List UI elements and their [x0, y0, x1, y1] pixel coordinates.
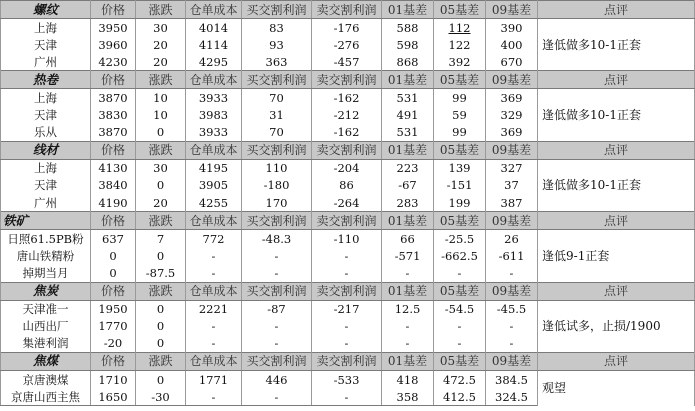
- column-header: 01基差: [382, 141, 434, 159]
- column-header: 买交割利润: [242, 352, 312, 370]
- column-header: 点评: [538, 141, 695, 159]
- price-cell: 4190: [91, 194, 136, 212]
- basis-09-cell: -611: [486, 247, 538, 264]
- column-header: 涨跌: [136, 141, 186, 159]
- section-header-rebar: [1, 1, 695, 19]
- sell-delivery-profit-cell: -217: [312, 300, 382, 318]
- column-header: 09基差: [486, 1, 538, 19]
- sell-delivery-profit-cell: -110: [312, 230, 382, 248]
- table-row: [1, 19, 695, 37]
- column-header: 卖交割利润: [312, 352, 382, 370]
- column-header: 仓单成本: [186, 71, 242, 89]
- basis-01-cell: 531: [382, 124, 434, 142]
- basis-01-cell: -67: [382, 177, 434, 194]
- basis-05-cell: -: [434, 318, 486, 335]
- buy-delivery-profit-cell: -: [242, 264, 312, 282]
- basis-05-cell: -: [434, 335, 486, 353]
- price-cell: 0: [91, 247, 136, 264]
- basis-09-cell: -45.5: [486, 300, 538, 318]
- column-header: 仓单成本: [186, 141, 242, 159]
- sell-delivery-profit-cell: -: [312, 247, 382, 264]
- comment-cell: 观望: [538, 370, 695, 405]
- buy-delivery-profit-cell: -: [242, 335, 312, 353]
- column-header: 价格: [91, 282, 136, 300]
- basis-09-cell: -: [486, 318, 538, 335]
- category-label: 焦炭: [1, 282, 91, 300]
- location-cell: 广州: [1, 53, 91, 71]
- change-cell: 0: [136, 335, 186, 353]
- warrant-cost-cell: 2221: [186, 300, 242, 318]
- basis-01-cell: 588: [382, 19, 434, 37]
- warrant-cost-cell: 4195: [186, 159, 242, 177]
- warrant-cost-cell: 4295: [186, 53, 242, 71]
- basis-01-cell: 66: [382, 230, 434, 248]
- change-cell: 10: [136, 89, 186, 107]
- column-header: 05基差: [434, 212, 486, 230]
- column-header: 仓单成本: [186, 212, 242, 230]
- sell-delivery-profit-cell: -457: [312, 53, 382, 71]
- column-header: 05基差: [434, 141, 486, 159]
- column-header: 价格: [91, 141, 136, 159]
- basis-09-cell: -: [486, 335, 538, 353]
- column-header: 价格: [91, 352, 136, 370]
- column-header: 价格: [91, 1, 136, 19]
- basis-09-cell: 329: [486, 107, 538, 124]
- comment-cell: 逢低做多10-1正套: [538, 159, 695, 211]
- price-cell: 1710: [91, 370, 136, 388]
- change-cell: 0: [136, 300, 186, 318]
- price-cell: 637: [91, 230, 136, 248]
- price-cell: 3840: [91, 177, 136, 194]
- warrant-cost-cell: 772: [186, 230, 242, 248]
- basis-01-cell: 868: [382, 53, 434, 71]
- column-header: 点评: [538, 1, 695, 19]
- column-header: 01基差: [382, 282, 434, 300]
- basis-09-cell: 390: [486, 19, 538, 37]
- buy-delivery-profit-cell: -180: [242, 177, 312, 194]
- buy-delivery-profit-cell: 446: [242, 370, 312, 388]
- change-cell: 0: [136, 370, 186, 388]
- change-cell: 0: [136, 124, 186, 142]
- warrant-cost-cell: 3905: [186, 177, 242, 194]
- change-cell: 20: [136, 53, 186, 71]
- column-header: 卖交割利润: [312, 1, 382, 19]
- column-header: 涨跌: [136, 212, 186, 230]
- basis-09-cell: 384.5: [486, 370, 538, 388]
- price-cell: 3950: [91, 19, 136, 37]
- change-cell: -30: [136, 388, 186, 406]
- category-label: 线材: [1, 141, 91, 159]
- sell-delivery-profit-cell: -162: [312, 89, 382, 107]
- column-header: 买交割利润: [242, 282, 312, 300]
- basis-01-cell: 491: [382, 107, 434, 124]
- price-cell: 3830: [91, 107, 136, 124]
- location-cell: 上海: [1, 159, 91, 177]
- warrant-cost-cell: 1771: [186, 370, 242, 388]
- section-header-hot-coil: [1, 71, 695, 89]
- table-row: [1, 230, 695, 248]
- column-header: 价格: [91, 71, 136, 89]
- warrant-cost-cell: -: [186, 247, 242, 264]
- warrant-cost-cell: 4114: [186, 36, 242, 53]
- table-row: [1, 89, 695, 107]
- basis-05-cell: -54.5: [434, 300, 486, 318]
- column-header: 09基差: [486, 282, 538, 300]
- column-header: 09基差: [486, 212, 538, 230]
- basis-05-cell: -151: [434, 177, 486, 194]
- column-header: 05基差: [434, 352, 486, 370]
- price-cell: 3870: [91, 89, 136, 107]
- change-cell: 30: [136, 19, 186, 37]
- location-cell: 山西出厂: [1, 318, 91, 335]
- sell-delivery-profit-cell: -: [312, 335, 382, 353]
- basis-05-cell: 412.5: [434, 388, 486, 406]
- basis-01-cell: 531: [382, 89, 434, 107]
- column-header: 09基差: [486, 352, 538, 370]
- basis-05-cell: 122: [434, 36, 486, 53]
- category-label: 热卷: [1, 71, 91, 89]
- sell-delivery-profit-cell: 86: [312, 177, 382, 194]
- sell-delivery-profit-cell: -204: [312, 159, 382, 177]
- price-cell: 1770: [91, 318, 136, 335]
- sell-delivery-profit-cell: -533: [312, 370, 382, 388]
- buy-delivery-profit-cell: -48.3: [242, 230, 312, 248]
- price-cell: 4230: [91, 53, 136, 71]
- buy-delivery-profit-cell: -87: [242, 300, 312, 318]
- buy-delivery-profit-cell: 83: [242, 19, 312, 37]
- column-header: 仓单成本: [186, 1, 242, 19]
- table-row: [1, 300, 695, 318]
- warrant-cost-cell: -: [186, 264, 242, 282]
- change-cell: 0: [136, 318, 186, 335]
- warrant-cost-cell: 3933: [186, 89, 242, 107]
- location-cell: 天津准一: [1, 300, 91, 318]
- basis-05-cell: 392: [434, 53, 486, 71]
- sell-delivery-profit-cell: -276: [312, 36, 382, 53]
- section-header-iron-ore: [1, 212, 695, 230]
- price-cell: -20: [91, 335, 136, 353]
- location-cell: 乐从: [1, 124, 91, 142]
- location-cell: 掉期当月: [1, 264, 91, 282]
- warrant-cost-cell: -: [186, 318, 242, 335]
- buy-delivery-profit-cell: 363: [242, 53, 312, 71]
- basis-01-cell: 223: [382, 159, 434, 177]
- column-header: 涨跌: [136, 352, 186, 370]
- comment-cell: 逢低做多10-1正套: [538, 89, 695, 141]
- column-header: 买交割利润: [242, 71, 312, 89]
- category-label: 焦煤: [1, 352, 91, 370]
- column-header: 点评: [538, 71, 695, 89]
- basis-05-cell: 139: [434, 159, 486, 177]
- category-label: 螺纹: [1, 1, 91, 19]
- warrant-cost-cell: 3983: [186, 107, 242, 124]
- column-header: 01基差: [382, 352, 434, 370]
- column-header: 点评: [538, 212, 695, 230]
- column-header: 涨跌: [136, 71, 186, 89]
- sell-delivery-profit-cell: -: [312, 388, 382, 406]
- price-cell: 1950: [91, 300, 136, 318]
- warrant-cost-cell: 4255: [186, 194, 242, 212]
- price-cell: 1650: [91, 388, 136, 406]
- price-cell: 4130: [91, 159, 136, 177]
- sell-delivery-profit-cell: -212: [312, 107, 382, 124]
- basis-05-cell: 99: [434, 124, 486, 142]
- column-header: 01基差: [382, 1, 434, 19]
- location-cell: 京唐山西主焦: [1, 388, 91, 406]
- warrant-cost-cell: -: [186, 388, 242, 406]
- column-header: 卖交割利润: [312, 71, 382, 89]
- sell-delivery-profit-cell: -: [312, 318, 382, 335]
- basis-09-cell: 324.5: [486, 388, 538, 406]
- column-header: 05基差: [434, 282, 486, 300]
- column-header: 卖交割利润: [312, 282, 382, 300]
- basis-09-cell: 670: [486, 53, 538, 71]
- change-cell: 20: [136, 194, 186, 212]
- basis-01-cell: 358: [382, 388, 434, 406]
- location-cell: 唐山铁精粉: [1, 247, 91, 264]
- column-header: 05基差: [434, 1, 486, 19]
- basis-01-cell: 283: [382, 194, 434, 212]
- table-row: [1, 159, 695, 177]
- warrant-cost-cell: 4014: [186, 19, 242, 37]
- column-header: 点评: [538, 352, 695, 370]
- basis-05-cell: 99: [434, 89, 486, 107]
- category-label: 铁矿: [1, 212, 91, 230]
- price-cell: 3870: [91, 124, 136, 142]
- basis-05-cell: -25.5: [434, 230, 486, 248]
- buy-delivery-profit-cell: 93: [242, 36, 312, 53]
- basis-01-cell: 12.5: [382, 300, 434, 318]
- comment-cell: 逢低做多10-1正套: [538, 19, 695, 71]
- column-header: 卖交割利润: [312, 141, 382, 159]
- buy-delivery-profit-cell: -: [242, 247, 312, 264]
- section-header-wire-rod: [1, 141, 695, 159]
- location-cell: 日照61.5PB粉: [1, 230, 91, 248]
- location-cell: 集港利润: [1, 335, 91, 353]
- sell-delivery-profit-cell: -176: [312, 19, 382, 37]
- sell-delivery-profit-cell: -264: [312, 194, 382, 212]
- basis-05-cell: 59: [434, 107, 486, 124]
- basis-01-cell: 598: [382, 36, 434, 53]
- buy-delivery-profit-cell: 70: [242, 124, 312, 142]
- change-cell: 7: [136, 230, 186, 248]
- location-cell: 京唐澳煤: [1, 370, 91, 388]
- warrant-cost-cell: -: [186, 335, 242, 353]
- basis-01-cell: -571: [382, 247, 434, 264]
- basis-01-cell: -: [382, 318, 434, 335]
- basis-09-cell: -: [486, 264, 538, 282]
- change-cell: 30: [136, 159, 186, 177]
- change-cell: 0: [136, 177, 186, 194]
- basis-09-cell: 369: [486, 89, 538, 107]
- column-header: 涨跌: [136, 1, 186, 19]
- column-header: 01基差: [382, 212, 434, 230]
- price-cell: 0: [91, 264, 136, 282]
- column-header: 买交割利润: [242, 212, 312, 230]
- basis-05-cell: -662.5: [434, 247, 486, 264]
- basis-01-cell: -: [382, 264, 434, 282]
- location-cell: 天津: [1, 36, 91, 53]
- basis-05-cell: 472.5: [434, 370, 486, 388]
- column-header: 买交割利润: [242, 1, 312, 19]
- column-header: 09基差: [486, 141, 538, 159]
- buy-delivery-profit-cell: 70: [242, 89, 312, 107]
- buy-delivery-profit-cell: 170: [242, 194, 312, 212]
- location-cell: 上海: [1, 89, 91, 107]
- location-cell: 天津: [1, 107, 91, 124]
- buy-delivery-profit-cell: 31: [242, 107, 312, 124]
- change-cell: 20: [136, 36, 186, 53]
- basis-09-cell: 400: [486, 36, 538, 53]
- comment-cell: 逢低试多，止损/1900: [538, 300, 695, 352]
- change-cell: -87.5: [136, 264, 186, 282]
- basis-05-cell: 112: [434, 19, 486, 37]
- buy-delivery-profit-cell: -: [242, 318, 312, 335]
- section-header-coke: [1, 282, 695, 300]
- column-header: 涨跌: [136, 282, 186, 300]
- column-header: 买交割利润: [242, 141, 312, 159]
- change-cell: 10: [136, 107, 186, 124]
- column-header: 点评: [538, 282, 695, 300]
- column-header: 仓单成本: [186, 352, 242, 370]
- comment-cell: 逢低9-1正套: [538, 230, 695, 282]
- location-cell: 天津: [1, 177, 91, 194]
- basis-09-cell: 327: [486, 159, 538, 177]
- location-cell: 广州: [1, 194, 91, 212]
- basis-09-cell: 26: [486, 230, 538, 248]
- column-header: 05基差: [434, 71, 486, 89]
- basis-09-cell: 369: [486, 124, 538, 142]
- warrant-cost-cell: 3933: [186, 124, 242, 142]
- column-header: 仓单成本: [186, 282, 242, 300]
- column-header: 价格: [91, 212, 136, 230]
- section-header-coking-coal: [1, 352, 695, 370]
- table-row: [1, 370, 695, 388]
- column-header: 09基差: [486, 71, 538, 89]
- sell-delivery-profit-cell: -162: [312, 124, 382, 142]
- basis-01-cell: 418: [382, 370, 434, 388]
- buy-delivery-profit-cell: 110: [242, 159, 312, 177]
- sell-delivery-profit-cell: -: [312, 264, 382, 282]
- basis-09-cell: 37: [486, 177, 538, 194]
- column-header: 01基差: [382, 71, 434, 89]
- basis-09-cell: 387: [486, 194, 538, 212]
- buy-delivery-profit-cell: -: [242, 388, 312, 406]
- location-cell: 上海: [1, 19, 91, 37]
- price-cell: 3960: [91, 36, 136, 53]
- column-header: 卖交割利润: [312, 212, 382, 230]
- change-cell: 0: [136, 247, 186, 264]
- basis-01-cell: -: [382, 335, 434, 353]
- basis-05-cell: 199: [434, 194, 486, 212]
- basis-05-cell: -: [434, 264, 486, 282]
